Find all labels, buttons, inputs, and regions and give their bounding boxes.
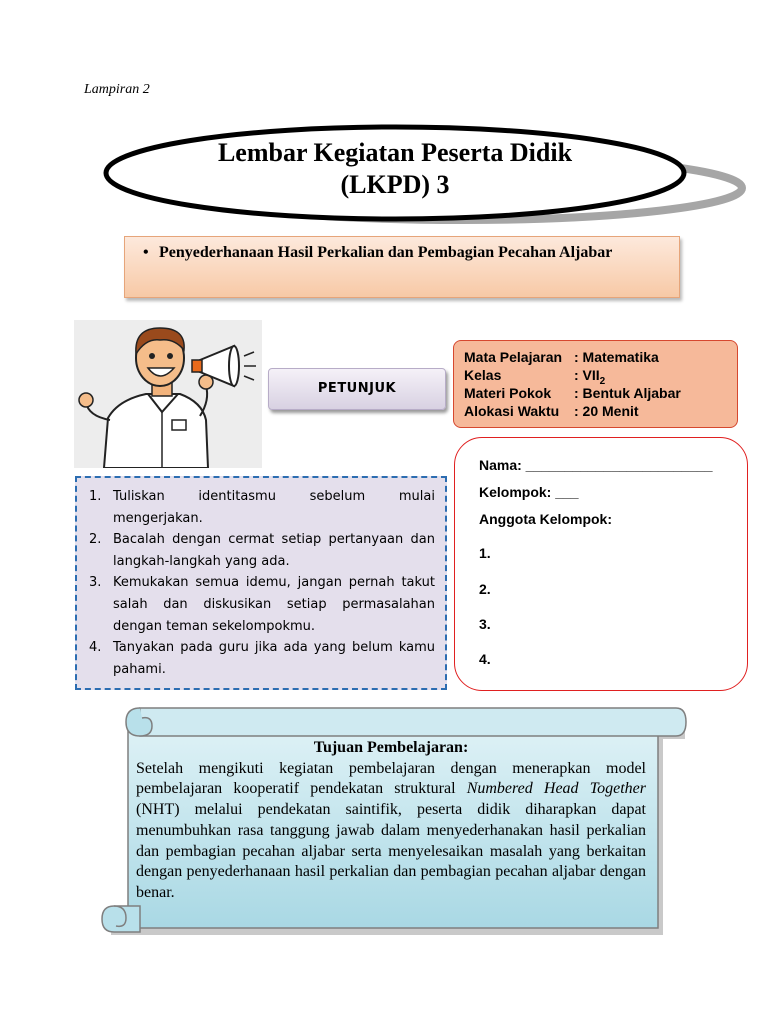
instructions-heading: PETUNJUK <box>268 368 446 410</box>
instruction-number: 1. <box>89 489 102 504</box>
instruction-item <box>89 486 435 529</box>
info-value: : 20 Menit <box>574 403 639 419</box>
instruction-number: 2. <box>89 532 102 548</box>
info-row-topic <box>464 384 737 402</box>
objective-text-part-2: (NHT) melalui pendekatan saintifik, peserta didik diharapkan dapat menumbuhkan rasa tanggung jawab dalam menyederhanakan hasil perkalian dan pembagian pecahan aljabar serta menyelesaikan masalah yang berkaitan dengan penyederhanaan hasil perkalian dan pembagian pecahan aljabar dengan benar. <box>136 801 646 901</box>
instruction-number: 3. <box>89 575 102 591</box>
info-value: : Bentuk Aljabar <box>574 385 681 401</box>
objective-paragraph <box>136 759 646 904</box>
info-value <box>574 366 606 387</box>
name-field[interactable]: Nama: ________________________ <box>479 457 713 473</box>
class-subscript: 2 <box>599 375 606 387</box>
title-line-1: Lembar Kegiatan Peserta Didik <box>217 138 573 167</box>
instruction-text: Kemukakan semua idemu, jangan pernah takut salah dan diskusikan setiap permasalahan dengan teman sekelompokmu. <box>113 575 435 634</box>
member-slot-3[interactable]: 3. <box>479 616 491 632</box>
info-row-class <box>464 366 737 387</box>
subject-info-box <box>453 340 738 428</box>
group-field[interactable]: Kelompok: ___ <box>479 484 579 500</box>
info-row-subject <box>464 348 737 366</box>
instruction-item <box>89 572 435 637</box>
topic-box <box>124 236 680 298</box>
instruction-text: Tanyakan pada guru jika ada yang belum kamu pahami. <box>113 640 435 677</box>
instruction-text: Tuliskan identitasmu sebelum mulai mengerjakan. <box>113 489 435 526</box>
instruction-text: Bacalah dengan cermat setiap pertanyaan dan langkah-langkah yang ada. <box>113 532 435 569</box>
group-members-box <box>454 437 748 691</box>
info-label: Alokasi Waktu <box>464 403 560 419</box>
members-label: Anggota Kelompok: <box>479 511 612 527</box>
objective-title: Tujuan Pembelajaran: <box>313 739 469 756</box>
title-banner <box>100 122 748 232</box>
objective-text-part-1: Setelah mengikuti kegiatan pembelajaran dengan menerapkan model pembelajaran kooperatif pendekatan struktural <box>136 759 646 798</box>
topic-text: Penyederhanaan Hasil Perkalian dan Pembagian Pecahan Aljabar <box>159 244 613 261</box>
appendix-label: Lampiran 2 <box>84 82 150 97</box>
instruction-item <box>89 529 435 572</box>
objective-content <box>136 738 646 904</box>
info-label: Mata Pelajaran <box>464 349 563 365</box>
instructions-list <box>75 476 447 690</box>
instruction-item <box>89 637 435 680</box>
objective-text-italic: Numbered Head Together <box>466 780 647 798</box>
info-row-time <box>464 402 737 420</box>
bullet-icon: • <box>143 244 149 261</box>
objective-scroll <box>100 706 690 936</box>
info-label: Kelas <box>464 367 502 383</box>
member-slot-2[interactable]: 2. <box>479 581 491 597</box>
title-line-2: (LKPD) 3 <box>340 170 450 199</box>
member-slot-1[interactable]: 1. <box>479 545 491 561</box>
class-value: : VII <box>574 367 600 383</box>
info-label: Materi Pokok <box>464 385 552 401</box>
member-slot-4[interactable]: 4. <box>479 651 491 667</box>
announcer-illustration <box>74 320 262 468</box>
info-value: : Matematika <box>574 349 659 365</box>
man-with-megaphone-icon <box>74 320 262 468</box>
instruction-number: 4. <box>89 640 102 656</box>
page-title <box>100 137 690 201</box>
